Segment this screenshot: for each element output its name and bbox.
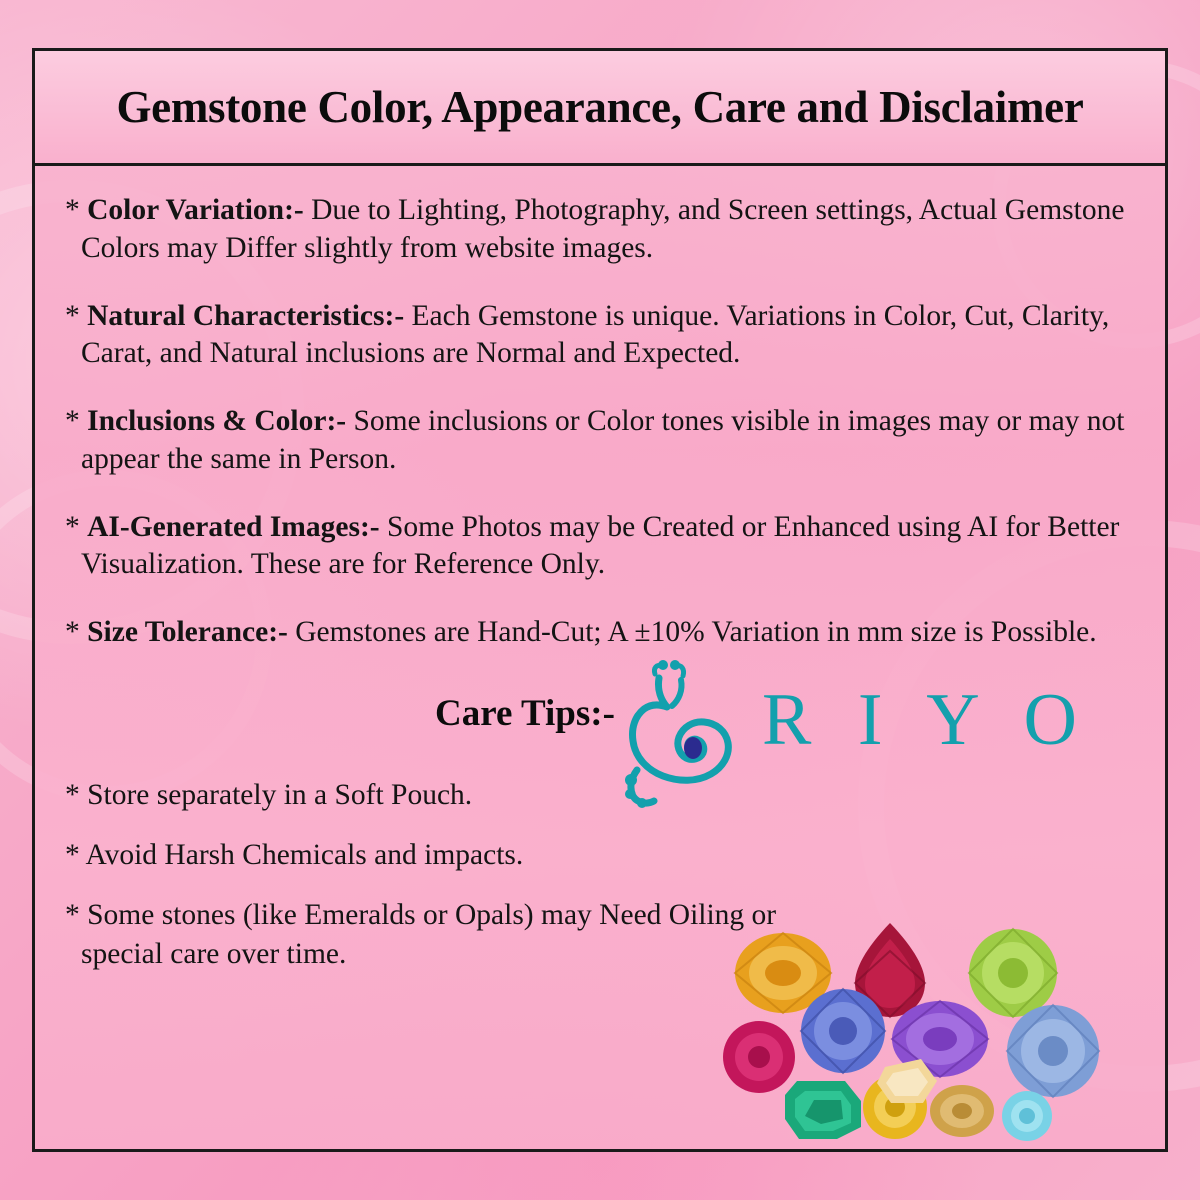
care-tips-heading: Care Tips:-: [435, 692, 615, 734]
sapphire-round-gem: [1007, 1005, 1099, 1097]
disclaimer-item-inclusions-color: [65, 403, 1135, 479]
emerald-emeraldcut-gem: [785, 1081, 861, 1139]
page-title: Gemstone Color, Appearance, Care and Disclaimer: [116, 82, 1084, 132]
peacock-icon: [597, 660, 772, 810]
card-body: [35, 166, 1165, 973]
disclaimer-lead: Natural Characteristics:-: [87, 299, 405, 332]
bullet-marker: *: [65, 839, 80, 872]
ruby-round-gem: [723, 1021, 795, 1093]
bullet-marker: *: [65, 194, 80, 226]
disclaimer-text: Gemstones are Hand-Cut; A ±10% Variation in mm size is Possible.: [287, 616, 1097, 648]
champagne-oval-gem: [930, 1085, 994, 1137]
disclaimer-item-color-variation: [65, 192, 1135, 268]
brand-logo: [587, 660, 1107, 810]
bullet-marker: *: [65, 616, 80, 648]
bullet-marker: *: [65, 778, 80, 811]
gemstone-cluster-illustration: [715, 911, 1155, 1141]
disclaimer-text: Some inclusions or Color tones visible in images may or may not appear the same in Person.: [81, 405, 1125, 475]
disclaimer-item-ai-generated-images: [65, 509, 1135, 585]
disclaimer-item-size-tolerance: [65, 614, 1135, 652]
peridot-round-gem: [969, 929, 1057, 1017]
disclaimer-card: [32, 48, 1168, 1152]
disclaimer-lead: Inclusions & Color:-: [87, 405, 347, 437]
disclaimer-item-natural-characteristics: [65, 298, 1135, 374]
aquamarine-round-gem: [1002, 1091, 1052, 1141]
care-tip-item: [65, 836, 781, 874]
brand-name: R I Y O: [762, 678, 1091, 761]
care-tips-header-row: [65, 678, 1135, 768]
bullet-marker: *: [65, 405, 80, 437]
care-tip-text: Avoid Harsh Chemicals and impacts.: [85, 839, 524, 872]
bullet-marker: *: [65, 899, 80, 932]
tanzanite-round-gem: [801, 989, 885, 1073]
bullet-marker: *: [65, 299, 80, 332]
title-bar: [35, 51, 1165, 166]
bullet-marker: *: [65, 510, 80, 543]
disclaimer-text: Some Photos may be Created or Enhanced using AI for Better Visualization. These are for Reference Only.: [81, 510, 1120, 581]
care-tip-text: Some stones (like Emeralds or Opals) may Need Oiling or special care over time.: [81, 899, 777, 970]
disclaimer-lead: Color Variation:-: [87, 194, 304, 226]
care-tip-text: Store separately in a Soft Pouch.: [87, 778, 473, 811]
disclaimer-lead: Size Tolerance:-: [87, 616, 288, 648]
disclaimer-text: Each Gemstone is unique. Variations in Color, Cut, Clarity, Carat, and Natural inclusions are Normal and Expected.: [81, 299, 1110, 370]
disclaimer-lead: AI-Generated Images:-: [87, 510, 380, 543]
disclaimer-text: Due to Lighting, Photography, and Screen settings, Actual Gemstone Colors may Differ slightly from website images.: [81, 194, 1125, 264]
care-tip-item: [65, 896, 781, 973]
